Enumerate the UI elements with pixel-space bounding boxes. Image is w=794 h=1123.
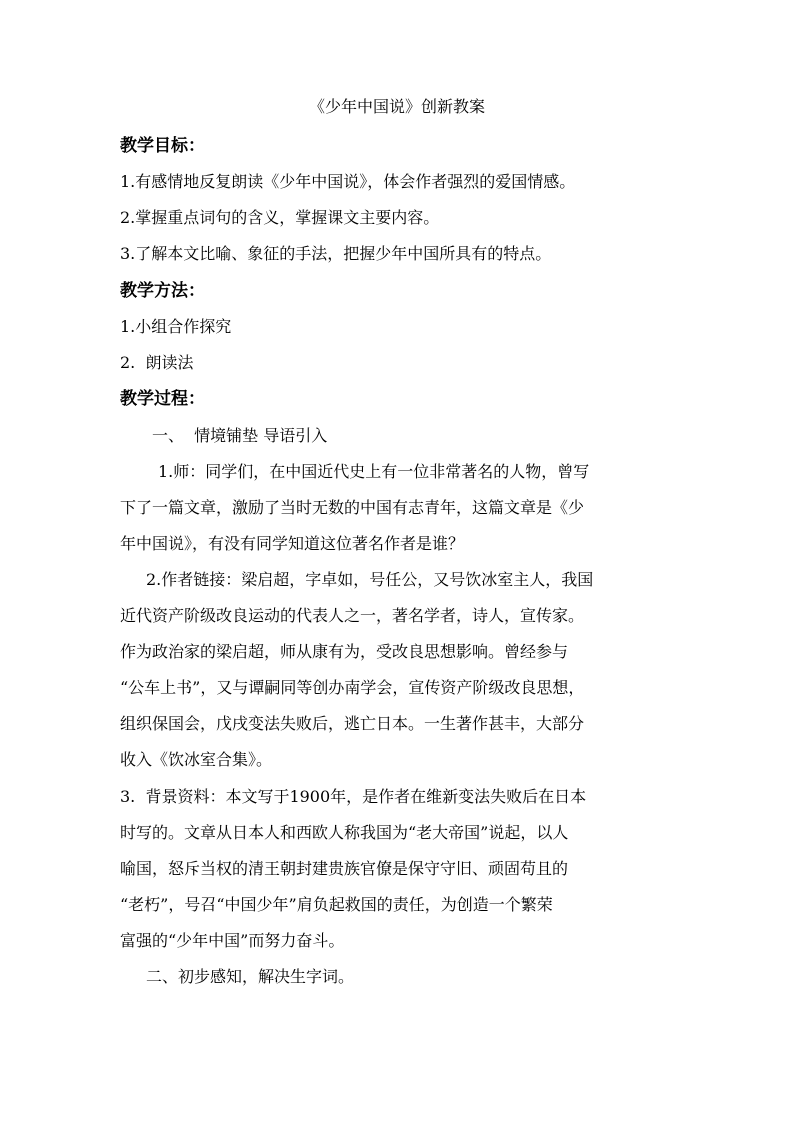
goals-heading: 教学目标： <box>120 136 205 156</box>
para1-line-2: 下了一篇文章，激励了当时无数的中国有志青年，这篇文章是《少 <box>120 498 585 517</box>
methods-heading: 教学方法： <box>120 281 205 301</box>
para1-line-3: 年中国说》，有没有同学知道这位著名作者是谁？ <box>120 534 465 553</box>
para3-line-4: “老朽”，号召“中国少年”肩负起救国的责任，为创造一个繁荣 <box>120 895 553 914</box>
para2-line-4: “公车上书”，又与谭嗣同等创办南学会，宣传资产阶级改良思想， <box>120 678 585 697</box>
method-item-1: 1.小组合作探究 <box>120 317 232 336</box>
para2-line-2: 近代资产阶级改良运动的代表人之一，著名学者，诗人，宣传家。 <box>120 606 585 625</box>
goal-item-3: 3.了解本文比喻、象征的手法，把握少年中国所具有的特点。 <box>120 244 552 263</box>
step1-heading: 一、 情境铺垫 导语引入 <box>152 426 328 445</box>
para3-line-3: 喻国，怒斥当权的清王朝封建贵族官僚是保守守旧、顽固苟且的 <box>120 859 569 878</box>
para3-line-1: 3. 背景资料：本文写于1900年，是作者在维新变法失败后在日本 <box>120 787 587 806</box>
para3-line-5: 富强的“少年中国”而努力奋斗。 <box>120 931 345 950</box>
method-item-2: 2. 朗读法 <box>120 353 194 372</box>
para2-line-3: 作为政治家的梁启超，师从康有为，受改良思想影响。曾经参与 <box>120 642 569 661</box>
para1-line-1: 1.师：同学们，在中国近代史上有一位非常著名的人物，曾写 <box>158 462 590 481</box>
goal-item-2: 2.掌握重点词句的含义，掌握课文主要内容。 <box>120 208 440 227</box>
process-heading: 教学过程： <box>120 389 205 409</box>
para2-line-1: 2.作者链接：梁启超，字卓如，号任公，又号饮冰室主人，我国 <box>146 570 594 589</box>
para2-line-6: 收入《饮冰室合集》。 <box>120 750 273 769</box>
para3-line-2: 时写的。文章从日本人和西欧人称我国为“老大帝国”说起，以人 <box>120 823 569 842</box>
goal-item-1: 1.有感情地反复朗读《少年中国说》，体会作者强烈的爱国情感。 <box>120 172 576 191</box>
document-title: 《少年中国说》创新教案 <box>308 97 485 116</box>
step2-heading: 二、初步感知，解决生字词。 <box>146 967 355 986</box>
para2-line-5: 组织保国会，戊戌变法失败后，逃亡日本。一生著作甚丰，大部分 <box>120 714 585 733</box>
